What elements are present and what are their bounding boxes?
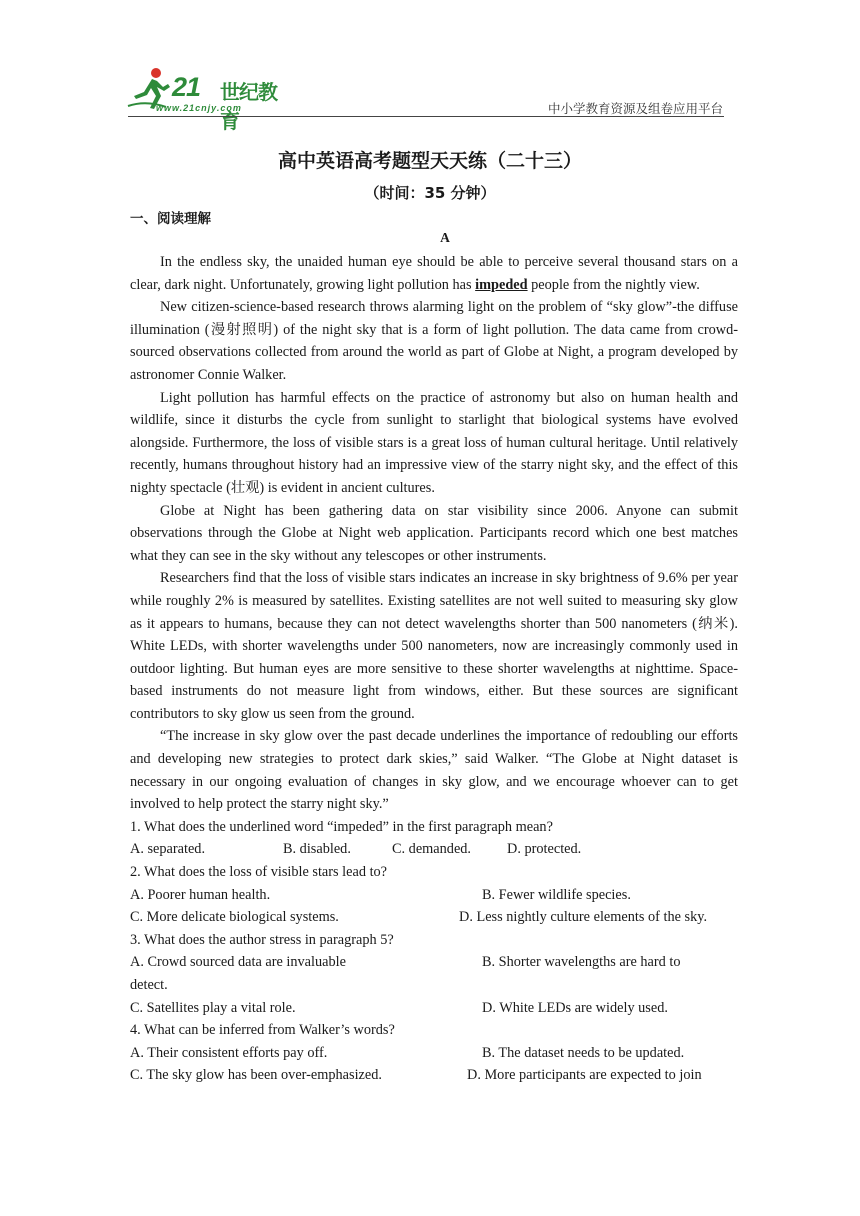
paragraph-1: [130, 251, 738, 296]
question-4-option-c: C. The sky glow has been over-emphasized.: [130, 1067, 382, 1084]
paragraph-2: New citizen-science-based research throws alarming light on the problem of “sky glow”-the diffuse illumination (漫射照明) of the night sky that is a form of light pollution. The data came from crowd-sourced observations collected from around the world as part of Globe at Night, a program developed by astronomer Connie Walker.: [130, 299, 738, 383]
question-2-option-d: D. Less nightly culture elements of the sky.: [459, 909, 708, 926]
paragraph-1-text-a: In the endless sky, the unaided human eye should be able to perceive several thousand stars on a clear, dark night. Unfortunately, growing light pollution has: [130, 254, 738, 293]
question-3-option-c: C. Satellites play a vital role.: [130, 999, 296, 1016]
paragraph-1-text-b: people from the nightly view.: [527, 276, 700, 293]
question-1-stem: 1. What does the underlined word “impeded” in the first paragraph mean?: [130, 818, 553, 835]
question-2-stem: 2. What does the loss of visible stars lead to?: [130, 864, 388, 881]
question-3-option-d: D. White LEDs are widely used.: [482, 999, 668, 1016]
question-1-option-c: C. demanded.: [392, 841, 472, 858]
question-4-option-a: A. Their consistent efforts pay off.: [130, 1044, 328, 1061]
question-2-options-row-2: [130, 906, 738, 929]
question-2-option-a: A. Poorer human health.: [130, 886, 271, 903]
platform-label: 中小学教育资源及组卷应用平台: [547, 101, 723, 116]
passage-label: A: [440, 230, 450, 245]
question-4-options-row-1: [130, 1042, 738, 1065]
question-4-stem: 4. What can be inferred from Walker’s words?: [130, 1022, 395, 1039]
question-4-options-row-2: [130, 1064, 738, 1087]
question-3-option-b: B. Shorter wavelengths are hard to: [482, 954, 681, 971]
question-3-stem: 3. What does the author stress in paragraph 5?: [130, 931, 394, 948]
question-1-option-a: A. separated.: [130, 841, 206, 858]
passage-body: [130, 251, 738, 1087]
question-3-option-a: A. Crowd sourced data are invaluable: [130, 954, 346, 971]
logo-url: www.21cnjy.com: [156, 103, 242, 113]
paragraph-4: Globe at Night has been gathering data on star visibility since 2006. Anyone can submit observations through the Globe at Night web application. Participants record which one best matches what they can see in the sky without any telescopes or other instruments.: [130, 502, 738, 564]
page-subtitle: （时间：35 分钟）: [364, 184, 496, 202]
logo-text: 世纪教育: [220, 80, 277, 133]
question-1-options: [130, 838, 738, 861]
logo: [126, 66, 291, 133]
question-2-option-b: B. Fewer wildlife species.: [482, 886, 631, 903]
question-2-option-c: C. More delicate biological systems.: [130, 909, 339, 926]
question-3-options-row-1: [130, 951, 738, 974]
question-4-option-d: D. More participants are expected to join: [467, 1067, 702, 1084]
question-2-options-row-1: [130, 884, 738, 907]
question-3-option-b-continued: detect.: [130, 977, 168, 993]
paragraph-6: “The increase in sky glow over the past decade underlines the importance of redoubling our efforts and developing new strategies to protect dark skies,” said Walker. “The Globe at Night dataset is necessary in our ongoing evaluation of changes in sky glow, and we encourage whoever can to get involved to help protect the starry night sky.”: [130, 728, 738, 813]
question-1-option-d: D. protected.: [507, 841, 582, 858]
question-3-options-row-2: [130, 997, 738, 1020]
paragraph-3: Light pollution has harmful effects on the practice of astronomy but also on human health and wildlife, since it disturbs the cycle from sunlight to starlight that biological systems have evolved alongside. Furthermore, the loss of visible stars is a great loss of human cultural heritage. Until relatively recently, humans throughout history had an impressive view of the starry night sky, and the effect of this nighty spectacle (壮观) is evident in ancient cultures.: [130, 389, 738, 496]
section-heading: 一、阅读理解: [130, 211, 211, 227]
logo-number: 21: [172, 72, 201, 102]
question-1-option-b: B. disabled.: [283, 841, 351, 858]
question-4-option-b: B. The dataset needs to be updated.: [482, 1044, 685, 1061]
paragraph-5: Researchers find that the loss of visible stars indicates an increase in sky brightness of 9.6% per year while roughly 2% is measured by satellites. Existing satellites are not well suited to measuring sky glow as it appears to humans, because they can not detect wavelengths shorter than 500 nanometers (纳米). White LEDs, with shorter wavelengths under 500 nanometers, now are increasingly commonly used in outdoor lighting. But human eyes are more sensitive to these shorter wavelengths at nighttime. Space-based instruments do not measure light from windows, either. But these sources are significant contributors to sky glow us seen from the ground.: [130, 570, 738, 722]
question-3-options-row-1-wrap: [130, 974, 738, 997]
header-divider: [128, 116, 724, 117]
page-title: 高中英语高考题型天天练（二十三）: [277, 150, 582, 172]
underlined-word: impeded: [475, 276, 528, 293]
